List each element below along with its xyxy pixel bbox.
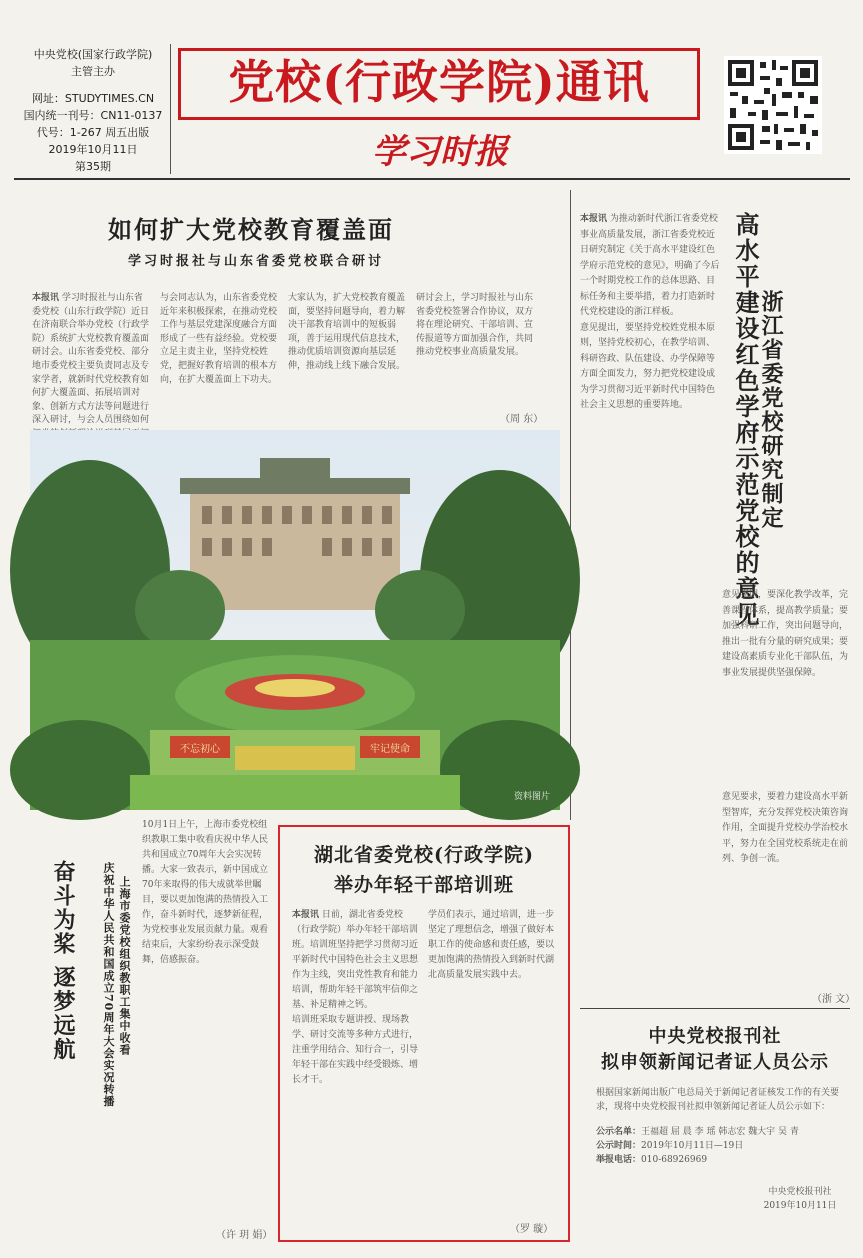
left-feature-body: 10月1日上午，上海市委党校组织教职工集中收看庆祝中华人民共和国成立70周年大会实况转播。大家一致表示，新中国成立70年来取得的伟大成就举世瞩目，要以更加饱满的热情投入工作，奋斗新时代，逐梦新征程，为党校事业发展贡献力量。观看结束后，大家纷纷表示深受鼓舞，倍感振奋。 [142, 820, 269, 965]
article2-headline-2: 举办年轻干部培训班 [333, 874, 514, 896]
banner-left: 不忘初心 [180, 744, 220, 755]
study-times-logo: 学习时报 [372, 132, 508, 172]
notice-phone: 举报电话：010-68926969 [596, 1155, 708, 1165]
article1-column-2: 与会同志认为，山东省委党校近年来积极探索，在推动党校工作与基层党建深度融合方面形成了一些有益经验。党校要立足主责主业，坚持党校姓党，把握好教育培训的根本方向，在扩大覆盖面上下功夫。 [160, 293, 278, 385]
website-label: 网址：STUDYTIMES.CN [31, 92, 155, 105]
issn-label: 国内统一刊号：CN11-0137 [23, 109, 163, 122]
article1-column-1: 本报讯 学习时报社与山东省委党校（山东行政学院）近日在济南联合举办党校（行政学院）系统扩大党校教育覆盖面研讨会。山东省委党校、部分地市委党校主要负责同志及专家学者，就新时代党校教育如何扩大覆盖面、拓展培训对象、创新方式方法等问题进行深入研讨，与会人员围绕如何 [32, 293, 150, 426]
right-feature-column-3: 意见要求，要着力建设高水平新型智库，充分发挥党校决策咨询作用，全面提升党校办学治校水平，努力在全国党校系统走在前列、争创一流。 [722, 792, 849, 864]
masthead-divider [170, 44, 171, 174]
campus-photo [30, 430, 560, 810]
notice-period: 公示时间：2019年10月11日—19日 [596, 1141, 744, 1151]
left-feature-subhead-2: 上海市委党校组织教职工集中收看 [118, 876, 131, 1056]
article2-column-1: 本报讯 日前，湖北省委党校（行政学院）举办年轻干部培训班。培训班坚持把学习贯彻习近平新时代中国特色社会主义思想作为主线，突出党性教育和能力培训，帮助年轻干部筑牢信仰之基、补足精神之钙。 培训班采取专题讲授、现场教学、研讨交流等多种方式进行，注重学用结合、知行合一，引导年轻干部在实践中经受锻炼、增长才干。 [292, 910, 419, 1085]
right-feature-headline: 高水平建设红色学府示范党校的意见 [731, 212, 760, 628]
article1-subhead: 学习时报社与山东省委党校联合研讨 [128, 254, 385, 269]
notice-rule [580, 1008, 850, 1009]
article1-column-3: 大家认为，扩大党校教育覆盖面，要坚持问题导向，着力解决干部教育培训中的短板弱项，善于运用现代信息技术，推动优质培训资源向基层延伸，推动线上线下融合发展。 [288, 293, 406, 371]
article2-byline: （罗 璇） [510, 1224, 554, 1235]
notice-signature: 中央党校报刊社 2019年10月11日 [763, 1187, 837, 1211]
column-divider [570, 190, 571, 820]
right-feature-headline-top: 浙江省委党校研究制定 [758, 290, 784, 530]
article1-column-4: 研讨会上，学习时报社与山东省委党校签署合作协议，双方将在理论研究、干部培训、宣传报道等方面加强合作，共同推动党校事业高质量发展。 [416, 293, 534, 358]
right-feature-column-2: 意见强调，要深化教学改革，完善课程体系，提高教学质量；要加强科研工作，突出问题导向，推出一批有分量的研究成果；要建设高素质专业化干部队伍，为事业发展提供坚强保障。 [722, 590, 849, 678]
qr-code-icon [724, 56, 822, 154]
banner-right: 牢记使命 [370, 744, 410, 755]
code-label: 代号：1-267 周五出版 [36, 126, 150, 139]
newspaper-title: 党校(行政学院)通讯 [228, 55, 650, 109]
article1-lead: 本报讯 [32, 293, 60, 303]
article2-lead: 本报讯 [292, 910, 320, 920]
article1-headline: 如何扩大党校教育覆盖面 [108, 215, 394, 244]
article2-column-2: 学员们表示，通过培训，进一步坚定了理想信念，增强了做好本职工作的使命感和责任感，要以更加饱满的热情投入到新时代湖北高质量发展实践中去。 [428, 910, 555, 980]
photo-credit: 资料图片 [513, 792, 550, 802]
date-label: 2019年10月11日 [48, 143, 138, 156]
article2-headline-1: 湖北省委党校(行政学院) [314, 844, 534, 866]
notice-title-1: 中央党校报刊社 [648, 1026, 782, 1047]
right-feature-column-1: 本报讯 为推动新时代浙江省委党校事业高质量发展，浙江省委党校近日研究制定《关于高水平建设红色学府示范党校的意见》，明确了今后一个时期党校工作的总体思路、目标任务和主要举措，着力打造新时代党校建设的浙江样板。 意见提出，要坚持党校姓党根本原则，坚持党校初心，在教学培训、科研咨政、队伍建设、办学保障等方面全面发力，努力把党校建设成为学习贯彻习近平新时代中国特色社会主义思想的重要阵地。 [580, 214, 720, 410]
notice-title-2: 拟申领新闻记者证人员公示 [601, 1052, 829, 1073]
publisher-role: 主管主办 [71, 65, 115, 78]
left-feature-headline: 奋斗为桨 逐梦远航 [50, 860, 76, 1062]
right-feature-byline: （浙 文） [812, 994, 856, 1005]
notice-names: 公示名单：王福超 屈 晨 李 瑶 韩志宏 魏大宇 吴 青 [596, 1127, 799, 1137]
masthead-info [18, 46, 168, 175]
publisher-name: 中央党校(国家行政学院) [33, 48, 153, 61]
notice-body: 根据国家新闻出版广电总局关于新闻记者证核发工作的有关要求，现将中央党校报刊社拟申领新闻记者证人员公示如下： [596, 1088, 840, 1112]
left-feature-subhead: 庆祝中华人民共和国成立70周年大会实况转播 [102, 862, 115, 1108]
issue-label: 第35期 [75, 160, 111, 173]
masthead-rule [14, 178, 850, 180]
article1-byline: （周 东） [500, 414, 544, 425]
right-feature-lead: 本报讯 [580, 214, 608, 224]
left-feature-byline: （许 玥 娟） [216, 1230, 273, 1241]
